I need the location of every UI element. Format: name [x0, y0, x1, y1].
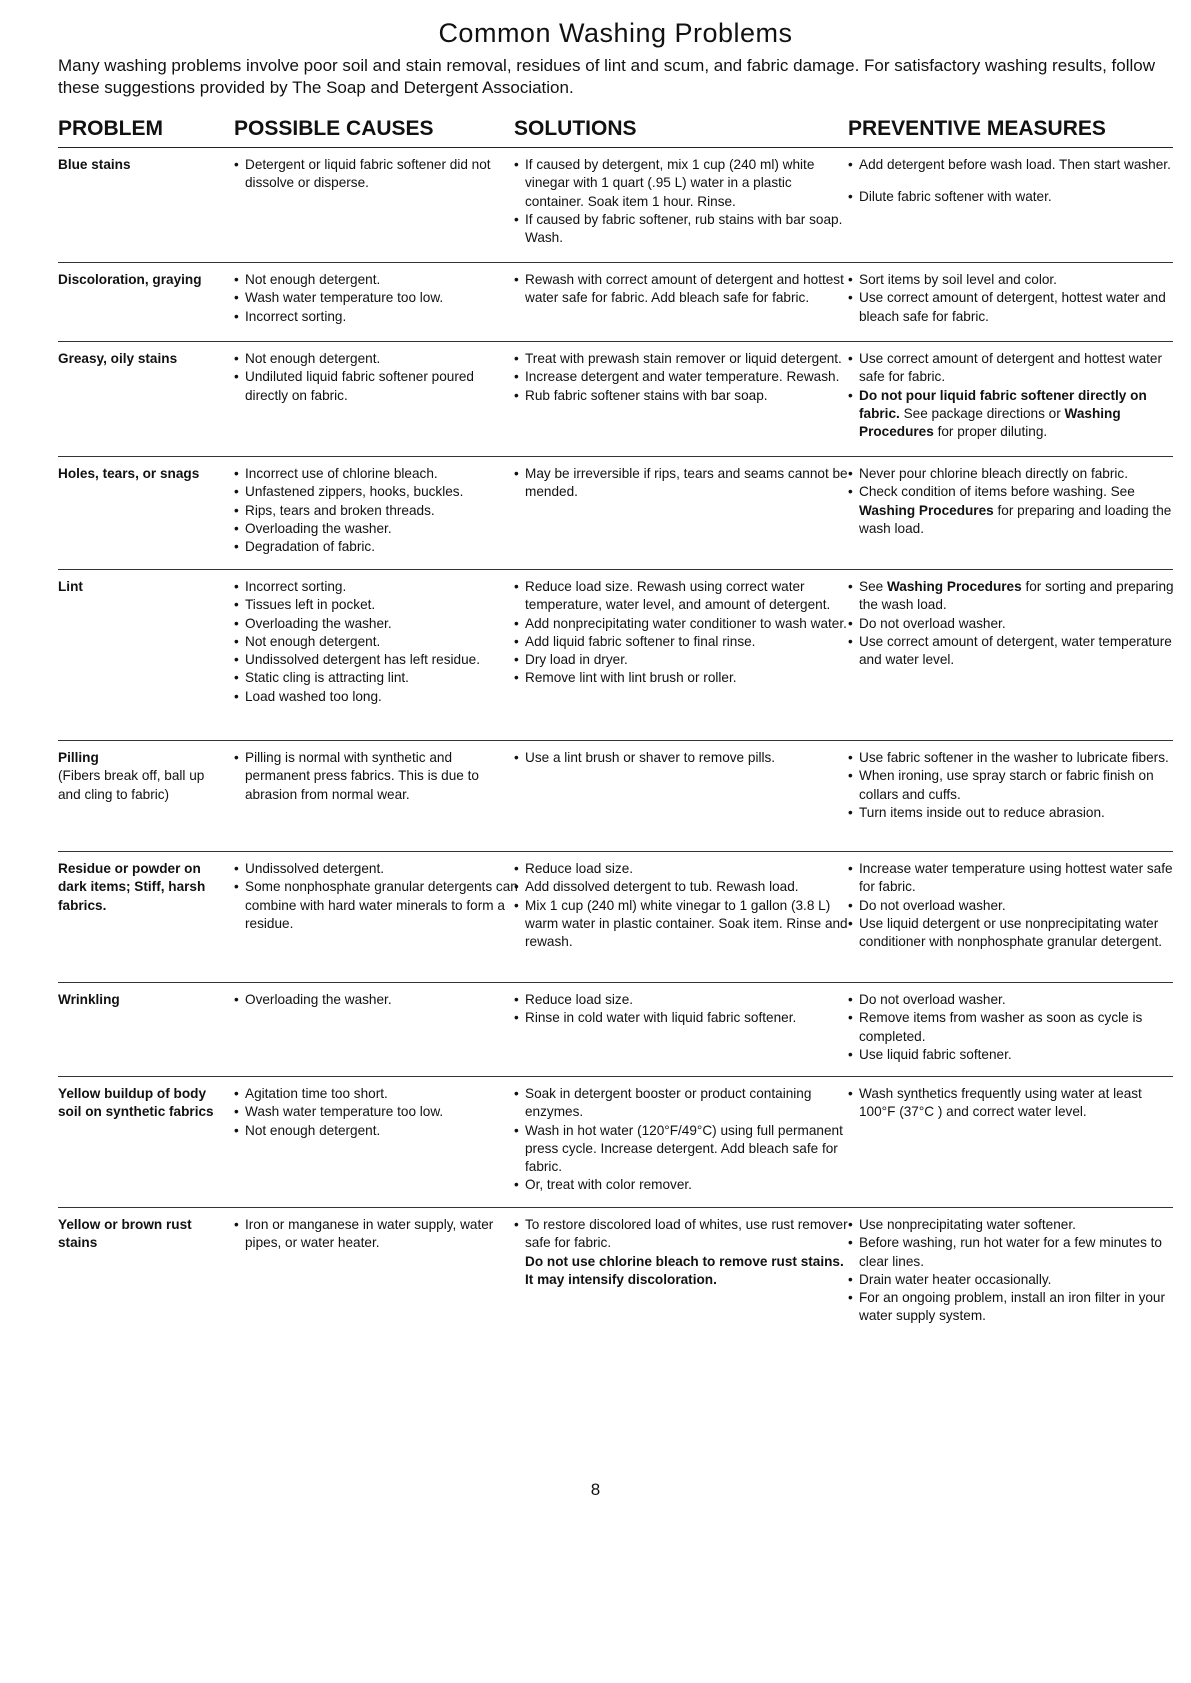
solution-item: • Reduce load size. Rewash using correct water temperature, water level, and amount of detergent. — [514, 578, 854, 615]
measure-text: for preparing and loading the wash load. — [859, 502, 1172, 536]
cause-item: • Overloading the washer. — [234, 615, 519, 633]
solutions-cell — [514, 271, 854, 308]
header-causes: POSSIBLE CAUSES — [234, 117, 434, 140]
problem-cell: Yellow or brown rust stains — [58, 1217, 192, 1251]
causes-cell — [234, 465, 519, 556]
solution-item: • Add nonprecipitating water conditioner to wash water. — [514, 615, 854, 633]
cause-item: • Agitation time too short. — [234, 1085, 519, 1103]
measure-item: • Sort items by soil level and color. — [848, 271, 1178, 289]
cause-item: • Not enough detergent. — [234, 1122, 519, 1140]
cause-item: • Undissolved detergent. — [234, 860, 519, 878]
problem-cell: Greasy, oily stains — [58, 351, 178, 366]
measures-cell — [848, 991, 1178, 1064]
problem-subtitle: (Fibers break off, ball up and cling to fabric) — [58, 768, 205, 802]
problem-cell: Wrinkling — [58, 992, 120, 1007]
solution-item: • Mix 1 cup (240 ml) white vinegar to 1 gallon (3.8 L) warm water in plastic container. Soak item. Rinse and rewash. — [514, 897, 854, 952]
solutions-cell — [514, 156, 854, 247]
table-row — [58, 342, 1173, 457]
measure-item: • Do not overload washer. — [848, 991, 1178, 1009]
table-header — [58, 113, 1173, 148]
solution-item: • May be irreversible if rips, tears and seams cannot be mended. — [514, 465, 854, 502]
measure-text: for proper diluting. — [933, 424, 1048, 440]
solution-item: • Rub fabric softener stains with bar soap. — [514, 387, 854, 405]
cause-item: • Rips, tears and broken threads. — [234, 502, 519, 520]
solutions-cell — [514, 350, 854, 405]
header-measures: PREVENTIVE MEASURES — [848, 117, 1106, 140]
measure-item: • Use fabric softener in the washer to lubricate fibers. — [848, 749, 1178, 767]
table-row — [58, 741, 1173, 852]
solution-item: • Or, treat with color remover. — [514, 1176, 854, 1194]
problem-cell: Residue or powder on dark items; Stiff, harsh fabrics. — [58, 861, 206, 913]
measure-item: • Wash synthetics frequently using water at least 100°F (37°C ) and correct water level. — [848, 1085, 1178, 1122]
measures-cell — [848, 860, 1178, 951]
cause-item: • Not enough detergent. — [234, 350, 519, 368]
page-title: Common Washing Problems — [438, 18, 793, 48]
solutions-cell — [514, 860, 854, 951]
measure-item: • Use correct amount of detergent, hottest water and bleach safe for fabric. — [848, 289, 1178, 326]
measure-item: • Use liquid detergent or use nonprecipitating water conditioner with nonphosphate granular detergent. — [848, 915, 1178, 952]
cause-item: • Iron or manganese in water supply, water pipes, or water heater. — [234, 1216, 519, 1253]
solution-item: • Rinse in cold water with liquid fabric softener. — [514, 1009, 854, 1027]
cause-item: • Wash water temperature too low. — [234, 1103, 519, 1121]
measure-item — [848, 387, 1178, 442]
measure-item: • Use nonprecipitating water softener. — [848, 1216, 1178, 1234]
table-row — [58, 1208, 1173, 1338]
cause-item: • Load washed too long. — [234, 688, 519, 706]
measure-item: • When ironing, use spray starch or fabric finish on collars and cuffs. — [848, 767, 1178, 804]
measure-item: • Drain water heater occasionally. — [848, 1271, 1178, 1289]
table-row — [58, 263, 1173, 342]
washing-procedures-ref: Washing Procedures — [859, 405, 1121, 440]
causes-cell — [234, 991, 519, 1009]
cause-item: • Undiluted liquid fabric softener poured directly on fabric. — [234, 368, 519, 405]
solution-item: • Dry load in dryer. — [514, 651, 854, 669]
page-number: 8 — [590, 1480, 601, 1499]
cause-item: • Incorrect sorting. — [234, 578, 519, 596]
solutions-cell — [514, 578, 854, 688]
measures-cell — [848, 465, 1178, 538]
measure-text: See package directions or — [899, 405, 1065, 421]
cause-item: • Some nonphosphate granular detergents can combine with hard water minerals to form a residue. — [234, 878, 519, 933]
measure-item: • Use correct amount of detergent, water temperature and water level. — [848, 633, 1178, 670]
causes-cell — [234, 578, 519, 706]
table-row — [58, 148, 1173, 263]
solution-item: • Add liquid fabric softener to final rinse. — [514, 633, 854, 651]
measure-item: • Dilute fabric softener with water. — [848, 188, 1178, 206]
problem-cell: Holes, tears, or snags — [58, 466, 200, 481]
measure-item: • Before washing, run hot water for a few minutes to clear lines. — [848, 1234, 1178, 1271]
washing-procedures-ref: Washing Procedures — [859, 502, 994, 518]
cause-item: • Pilling is normal with synthetic and permanent press fabrics. This is due to abrasion from normal wear. — [234, 749, 519, 804]
causes-cell — [234, 271, 519, 326]
measure-item: • Do not overload washer. — [848, 615, 1178, 633]
measures-cell — [848, 271, 1178, 326]
problem-label: Pilling — [58, 750, 99, 765]
measures-cell — [848, 578, 1178, 669]
table-row — [58, 570, 1173, 741]
measures-cell — [848, 1216, 1178, 1326]
problem-cell: Yellow buildup of body soil on synthetic fabrics — [58, 1086, 214, 1120]
solutions-cell — [514, 1085, 854, 1195]
measure-text: See — [859, 579, 887, 594]
solution-item: • Rewash with correct amount of detergent and hottest water safe for fabric. Add bleach safe for fabric. — [514, 271, 854, 308]
solutions-cell — [514, 1216, 854, 1289]
cause-item: • Not enough detergent. — [234, 271, 519, 289]
solutions-cell — [514, 749, 854, 767]
cause-item: • Overloading the washer. — [234, 520, 519, 538]
solution-item: • Increase detergent and water temperature. Rewash. — [514, 368, 854, 386]
solutions-cell — [514, 991, 854, 1028]
header-problem: PROBLEM — [58, 117, 163, 140]
measure-item: • Use correct amount of detergent and hottest water safe for fabric. — [848, 350, 1178, 387]
solution-item: • Remove lint with lint brush or roller. — [514, 669, 854, 687]
table-row — [58, 1077, 1173, 1208]
causes-cell — [234, 860, 519, 933]
solution-item: • Soak in detergent booster or product containing enzymes. — [514, 1085, 854, 1122]
table-row — [58, 852, 1173, 983]
causes-cell — [234, 156, 519, 193]
measures-cell — [848, 156, 1178, 207]
cause-item: • Undissolved detergent has left residue. — [234, 651, 519, 669]
cause-item: • Overloading the washer. — [234, 991, 519, 1009]
measure-bold-text: Do not pour liquid fabric softener directly on fabric. — [859, 387, 1147, 421]
causes-cell — [234, 1216, 519, 1253]
cause-item: • Wash water temperature too low. — [234, 289, 519, 307]
solution-item: • Reduce load size. — [514, 860, 854, 878]
table-row — [58, 983, 1173, 1077]
solution-item: • Treat with prewash stain remover or liquid detergent. — [514, 350, 854, 368]
causes-cell — [234, 1085, 519, 1140]
solution-item: • If caused by fabric softener, rub stains with bar soap. Wash. — [514, 211, 854, 248]
solution-item: • To restore discolored load of whites, use rust remover safe for fabric. — [514, 1216, 854, 1253]
problem-cell — [58, 749, 218, 804]
measures-cell — [848, 1085, 1178, 1122]
solution-item: • Add dissolved detergent to tub. Rewash load. — [514, 878, 854, 896]
solution-warning: Do not use chlorine bleach to remove rust stains. It may intensify discoloration. — [525, 1253, 844, 1287]
solution-item: • Reduce load size. — [514, 991, 854, 1009]
measures-cell — [848, 350, 1178, 441]
cause-item: • Tissues left in pocket. — [234, 596, 519, 614]
measure-text: Check condition of items before washing. See — [859, 484, 1135, 500]
cause-item: • Incorrect sorting. — [234, 308, 519, 326]
measure-item — [848, 578, 1178, 615]
measure-item: • Use liquid fabric softener. — [848, 1046, 1178, 1064]
measures-cell — [848, 749, 1178, 822]
cause-item: • Degradation of fabric. — [234, 538, 519, 556]
problem-cell: Lint — [58, 579, 83, 594]
cause-item: • Incorrect use of chlorine bleach. — [234, 465, 519, 483]
causes-cell — [234, 749, 519, 804]
solution-item: • If caused by detergent, mix 1 cup (240 ml) white vinegar with 1 quart (.95 L) water in a plastic container. Soak item 1 hour. Rinse. — [514, 156, 854, 211]
cause-item: • Not enough detergent. — [234, 633, 519, 651]
measure-item: • Remove items from washer as soon as cycle is completed. — [848, 1009, 1178, 1046]
measure-item: • Add detergent before wash load. Then start washer. — [848, 156, 1178, 174]
table-row — [58, 457, 1173, 570]
page — [58, 18, 1173, 1338]
solution-item: • Use a lint brush or shaver to remove pills. — [514, 749, 854, 767]
intro-text: Many washing problems involve poor soil and stain removal, residues of lint and scum, and fabric damage. For satisfactory washing results, follow these suggestions provided by The Soap and Detergent Association. — [58, 56, 1156, 97]
header-solutions: SOLUTIONS — [514, 117, 637, 140]
cause-item: • Static cling is attracting lint. — [234, 669, 519, 687]
measure-item: • Do not overload washer. — [848, 897, 1178, 915]
measure-item: • For an ongoing problem, install an iron filter in your water supply system. — [848, 1289, 1178, 1326]
cause-item: • Detergent or liquid fabric softener did not dissolve or disperse. — [234, 156, 519, 193]
problem-cell: Discoloration, graying — [58, 272, 202, 287]
solutions-cell — [514, 465, 854, 502]
measure-item: • Turn items inside out to reduce abrasion. — [848, 804, 1178, 822]
problem-cell: Blue stains — [58, 157, 131, 172]
washing-procedures-ref: Washing Procedures — [886, 579, 1022, 594]
measure-item: • Increase water temperature using hottest water safe for fabric. — [848, 860, 1178, 897]
measure-item — [848, 483, 1178, 538]
cause-item: • Unfastened zippers, hooks, buckles. — [234, 483, 519, 501]
solution-item: • Wash in hot water (120°F/49°C) using full permanent press cycle. Increase detergent. Add bleach safe for fabric. — [514, 1122, 854, 1177]
causes-cell — [234, 350, 519, 405]
measure-item: • Never pour chlorine bleach directly on fabric. — [848, 465, 1178, 483]
measure-text: for sorting and preparing the wash load. — [859, 579, 1174, 613]
